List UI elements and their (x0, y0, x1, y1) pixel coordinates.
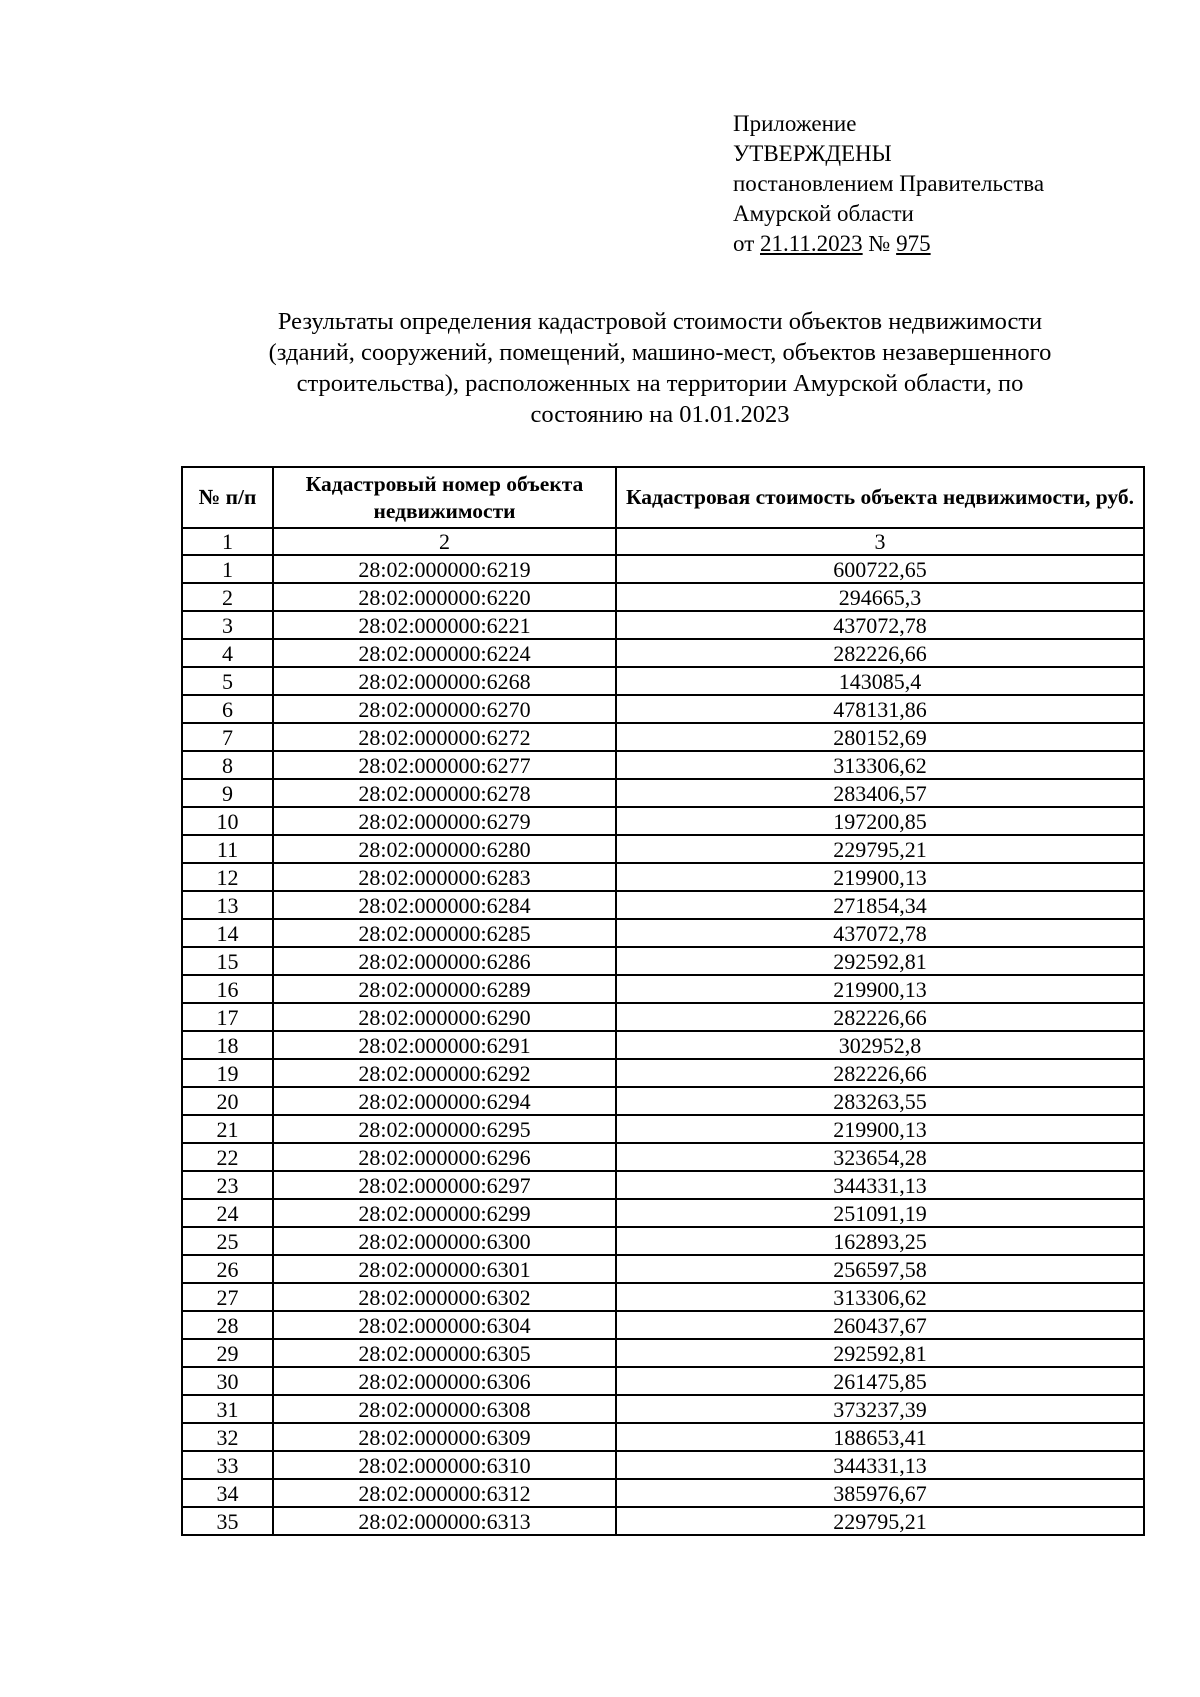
cadastral-number-cell: 28:02:000000:6301 (273, 1255, 616, 1283)
row-number-cell: 6 (182, 695, 273, 723)
cadastral-number-cell: 28:02:000000:6305 (273, 1339, 616, 1367)
cadastral-value-table (181, 466, 1145, 1536)
table-row (182, 1367, 1144, 1395)
row-number-cell: 32 (182, 1423, 273, 1451)
row-number-cell: 34 (182, 1479, 273, 1507)
table-row (182, 1311, 1144, 1339)
cadastral-number-cell: 28:02:000000:6270 (273, 695, 616, 723)
table-row (182, 751, 1144, 779)
row-number-cell: 18 (182, 1031, 273, 1059)
row-number-cell: 5 (182, 667, 273, 695)
cadastral-number-cell: 28:02:000000:6268 (273, 667, 616, 695)
table-row (182, 695, 1144, 723)
row-number-cell: 12 (182, 863, 273, 891)
cadastral-value-cell: 261475,85 (616, 1367, 1144, 1395)
row-number-cell: 3 (182, 611, 273, 639)
approval-number-sign: № (862, 231, 897, 256)
cadastral-value-cell: 437072,78 (616, 611, 1144, 639)
table-row (182, 611, 1144, 639)
table-row (182, 1395, 1144, 1423)
cadastral-value-cell: 229795,21 (616, 1507, 1144, 1535)
table-column-index-row (182, 528, 1144, 555)
cadastral-value-cell: 313306,62 (616, 1283, 1144, 1311)
table-row (182, 975, 1144, 1003)
row-number-cell: 16 (182, 975, 273, 1003)
cadastral-value-cell: 385976,67 (616, 1479, 1144, 1507)
table-row (182, 1227, 1144, 1255)
approval-date: 21.11.2023 (760, 231, 863, 256)
table-row (182, 807, 1144, 835)
row-number-cell: 31 (182, 1395, 273, 1423)
row-number-cell: 27 (182, 1283, 273, 1311)
table-row (182, 667, 1144, 695)
row-number-cell: 1 (182, 555, 273, 583)
cadastral-number-cell: 28:02:000000:6295 (273, 1115, 616, 1143)
cadastral-value-cell: 162893,25 (616, 1227, 1144, 1255)
approval-resolution-label: постановлением Правительства (733, 171, 1045, 196)
row-number-cell: 29 (182, 1339, 273, 1367)
cadastral-value-cell: 219900,13 (616, 1115, 1144, 1143)
cadastral-value-cell: 478131,86 (616, 695, 1144, 723)
table-row (182, 1283, 1144, 1311)
table-row (182, 639, 1144, 667)
table-row (182, 1479, 1144, 1507)
table-row (182, 1423, 1144, 1451)
row-number-cell: 10 (182, 807, 273, 835)
row-number-cell: 24 (182, 1199, 273, 1227)
cadastral-value-cell: 313306,62 (616, 751, 1144, 779)
row-number-cell: 9 (182, 779, 273, 807)
cadastral-value-cell: 219900,13 (616, 975, 1144, 1003)
cadastral-number-cell: 28:02:000000:6285 (273, 919, 616, 947)
cadastral-number-cell: 28:02:000000:6219 (273, 555, 616, 583)
cadastral-number-cell: 28:02:000000:6291 (273, 1031, 616, 1059)
row-number-cell: 13 (182, 891, 273, 919)
cadastral-number-cell: 28:02:000000:6221 (273, 611, 616, 639)
cadastral-value-cell: 344331,13 (616, 1451, 1144, 1479)
row-number-cell: 15 (182, 947, 273, 975)
table-row (182, 919, 1144, 947)
table-row (182, 1339, 1144, 1367)
header-cadastral-number: Кадастровый номер объекта недвижимости (273, 467, 616, 528)
approval-approved-label: УТВЕРЖДЕНЫ (733, 141, 892, 166)
cadastral-value-cell: 229795,21 (616, 835, 1144, 863)
cadastral-number-cell: 28:02:000000:6294 (273, 1087, 616, 1115)
cadastral-value-cell: 282226,66 (616, 1003, 1144, 1031)
table-row (182, 1087, 1144, 1115)
cadastral-number-cell: 28:02:000000:6278 (273, 779, 616, 807)
header-row-number: № п/п (182, 467, 273, 528)
cadastral-number-cell: 28:02:000000:6300 (273, 1227, 616, 1255)
cadastral-number-cell: 28:02:000000:6277 (273, 751, 616, 779)
row-number-cell: 19 (182, 1059, 273, 1087)
row-number-cell: 23 (182, 1171, 273, 1199)
column-index: 3 (616, 528, 1144, 555)
approval-date-line (733, 229, 1044, 259)
cadastral-value-cell: 260437,67 (616, 1311, 1144, 1339)
cadastral-value-cell: 344331,13 (616, 1171, 1144, 1199)
approval-block (733, 109, 1044, 259)
row-number-cell: 2 (182, 583, 273, 611)
column-index: 1 (182, 528, 273, 555)
row-number-cell: 26 (182, 1255, 273, 1283)
approval-date-prefix: от (733, 231, 760, 256)
cadastral-value-cell: 292592,81 (616, 947, 1144, 975)
cadastral-value-cell: 292592,81 (616, 1339, 1144, 1367)
row-number-cell: 21 (182, 1115, 273, 1143)
cadastral-value-cell: 323654,28 (616, 1143, 1144, 1171)
cadastral-number-cell: 28:02:000000:6283 (273, 863, 616, 891)
document-title-line: Результаты определения кадастровой стоимости объектов недвижимости (277, 308, 1043, 335)
document-title-line: (зданий, сооружений, помещений, машино-мест, объектов незавершенного (268, 339, 1052, 366)
cadastral-value-cell: 282226,66 (616, 1059, 1144, 1087)
table-row (182, 1255, 1144, 1283)
cadastral-number-cell: 28:02:000000:6296 (273, 1143, 616, 1171)
cadastral-value-cell: 283406,57 (616, 779, 1144, 807)
table-row (182, 723, 1144, 751)
table-row (182, 1059, 1144, 1087)
table-row (182, 1507, 1144, 1535)
table-row (182, 891, 1144, 919)
cadastral-value-cell: 437072,78 (616, 919, 1144, 947)
row-number-cell: 28 (182, 1311, 273, 1339)
cadastral-value-cell: 282226,66 (616, 639, 1144, 667)
cadastral-value-cell: 294665,3 (616, 583, 1144, 611)
cadastral-number-cell: 28:02:000000:6272 (273, 723, 616, 751)
cadastral-number-cell: 28:02:000000:6292 (273, 1059, 616, 1087)
row-number-cell: 14 (182, 919, 273, 947)
table-row (182, 583, 1144, 611)
row-number-cell: 11 (182, 835, 273, 863)
table-row (182, 1451, 1144, 1479)
row-number-cell: 20 (182, 1087, 273, 1115)
row-number-cell: 33 (182, 1451, 273, 1479)
cadastral-number-cell: 28:02:000000:6224 (273, 639, 616, 667)
cadastral-value-cell: 143085,4 (616, 667, 1144, 695)
document-title-line: строительства), расположенных на территории Амурской области, по (296, 370, 1024, 397)
cadastral-value-cell: 256597,58 (616, 1255, 1144, 1283)
cadastral-value-cell: 302952,8 (616, 1031, 1144, 1059)
table-header-row (182, 467, 1144, 528)
cadastral-number-cell: 28:02:000000:6313 (273, 1507, 616, 1535)
cadastral-value-cell: 280152,69 (616, 723, 1144, 751)
cadastral-number-cell: 28:02:000000:6297 (273, 1171, 616, 1199)
table-row (182, 555, 1144, 583)
cadastral-number-cell: 28:02:000000:6306 (273, 1367, 616, 1395)
table-row (182, 947, 1144, 975)
table-row (182, 1143, 1144, 1171)
cadastral-value-cell: 251091,19 (616, 1199, 1144, 1227)
cadastral-number-cell: 28:02:000000:6284 (273, 891, 616, 919)
table-row (182, 1003, 1144, 1031)
row-number-cell: 4 (182, 639, 273, 667)
document-title-line: состоянию на 01.01.2023 (530, 401, 790, 428)
cadastral-number-cell: 28:02:000000:6312 (273, 1479, 616, 1507)
cadastral-value-cell: 283263,55 (616, 1087, 1144, 1115)
cadastral-value-cell: 188653,41 (616, 1423, 1144, 1451)
row-number-cell: 30 (182, 1367, 273, 1395)
row-number-cell: 7 (182, 723, 273, 751)
row-number-cell: 35 (182, 1507, 273, 1535)
row-number-cell: 8 (182, 751, 273, 779)
cadastral-number-cell: 28:02:000000:6289 (273, 975, 616, 1003)
table-row (182, 1115, 1144, 1143)
table-row (182, 1199, 1144, 1227)
cadastral-number-cell: 28:02:000000:6310 (273, 1451, 616, 1479)
table-row (182, 1171, 1144, 1199)
cadastral-number-cell: 28:02:000000:6286 (273, 947, 616, 975)
column-index: 2 (273, 528, 616, 555)
table-row (182, 1031, 1144, 1059)
row-number-cell: 22 (182, 1143, 273, 1171)
header-cadastral-value: Кадастровая стоимость объекта недвижимости, руб. (616, 467, 1144, 528)
cadastral-number-cell: 28:02:000000:6299 (273, 1199, 616, 1227)
table-row (182, 863, 1144, 891)
cadastral-number-cell: 28:02:000000:6279 (273, 807, 616, 835)
cadastral-number-cell: 28:02:000000:6290 (273, 1003, 616, 1031)
cadastral-number-cell: 28:02:000000:6280 (273, 835, 616, 863)
table-row (182, 779, 1144, 807)
document-title (180, 306, 1140, 430)
cadastral-value-cell: 600722,65 (616, 555, 1144, 583)
cadastral-number-cell: 28:02:000000:6220 (273, 583, 616, 611)
approval-appendix-label: Приложение (733, 111, 857, 136)
cadastral-value-cell: 373237,39 (616, 1395, 1144, 1423)
approval-number: 975 (896, 231, 931, 256)
cadastral-number-cell: 28:02:000000:6308 (273, 1395, 616, 1423)
table-row (182, 835, 1144, 863)
cadastral-number-cell: 28:02:000000:6302 (273, 1283, 616, 1311)
cadastral-value-cell: 197200,85 (616, 807, 1144, 835)
cadastral-number-cell: 28:02:000000:6304 (273, 1311, 616, 1339)
cadastral-number-cell: 28:02:000000:6309 (273, 1423, 616, 1451)
cadastral-value-cell: 219900,13 (616, 863, 1144, 891)
row-number-cell: 17 (182, 1003, 273, 1031)
row-number-cell: 25 (182, 1227, 273, 1255)
cadastral-value-cell: 271854,34 (616, 891, 1144, 919)
approval-region-label: Амурской области (733, 201, 914, 226)
